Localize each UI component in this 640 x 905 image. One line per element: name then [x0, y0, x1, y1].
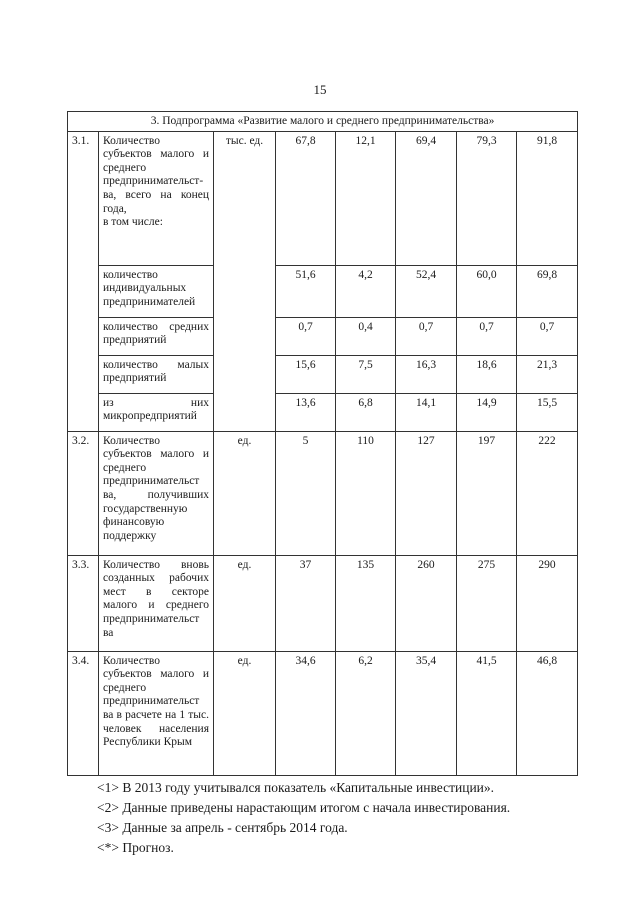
- row-name: из них микропредприятий: [99, 393, 214, 431]
- row-unit: ед.: [214, 651, 276, 775]
- row-name: количество малых предприятий: [99, 355, 214, 393]
- value-cell: 15,6: [276, 355, 336, 393]
- table-row: [68, 355, 578, 393]
- row-number: 3.1.: [68, 131, 99, 265]
- value-cell: 0,7: [396, 317, 457, 355]
- table-row: [68, 317, 578, 355]
- table-row: [68, 265, 578, 317]
- value-cell: 67,8: [276, 131, 336, 265]
- row-name-text: Количество субъектов малого и среднего предпринимательст-ва, всего на конец года,: [103, 134, 209, 215]
- row-unit: тыс. ед.: [214, 131, 276, 265]
- section-title: 3. Подпрограмма «Развитие малого и среднего предпринимательства»: [68, 112, 578, 132]
- value-cell: 6,2: [336, 651, 396, 775]
- footnote: <3> Данные за апрель - сентябрь 2014 года.: [97, 820, 348, 835]
- value-cell: 14,9: [457, 393, 517, 431]
- value-cell: 13,6: [276, 393, 336, 431]
- table-row: [68, 393, 578, 431]
- row-number: 3.4.: [68, 651, 99, 775]
- value-cell: 260: [396, 555, 457, 651]
- value-cell: 91,8: [517, 131, 578, 265]
- footnote: <*> Прогноз.: [97, 840, 174, 855]
- value-cell: 69,4: [396, 131, 457, 265]
- row-name-tail: в том числе:: [103, 216, 163, 229]
- value-cell: 197: [457, 431, 517, 555]
- value-cell: 12,1: [336, 131, 396, 265]
- value-cell: 69,8: [517, 265, 578, 317]
- page-number: 15: [313, 82, 327, 97]
- value-cell: 0,7: [457, 317, 517, 355]
- value-cell: 7,5: [336, 355, 396, 393]
- table-row: [68, 131, 578, 265]
- value-cell: 0,4: [336, 317, 396, 355]
- value-cell: 34,6: [276, 651, 336, 775]
- value-cell: 127: [396, 431, 457, 555]
- row-name: Количество субъектов малого и среднего предпринимательст ва, получивших государственную финансовую поддержку: [99, 431, 214, 555]
- table-row: [68, 431, 578, 555]
- value-cell: 0,7: [517, 317, 578, 355]
- row-name: Количество вновь созданных рабочих мест в секторе малого и среднего предпринимательст ва: [99, 555, 214, 651]
- value-cell: 6,8: [336, 393, 396, 431]
- indicators-table: [67, 111, 578, 776]
- value-cell: 46,8: [517, 651, 578, 775]
- row-unit: ед.: [214, 555, 276, 651]
- value-cell: 18,6: [457, 355, 517, 393]
- value-cell: 4,2: [336, 265, 396, 317]
- row-unit: ед.: [214, 431, 276, 555]
- value-cell: 52,4: [396, 265, 457, 317]
- value-cell: 14,1: [396, 393, 457, 431]
- value-cell: 110: [336, 431, 396, 555]
- value-cell: 51,6: [276, 265, 336, 317]
- footnote: <1> В 2013 году учитывался показатель «Капитальные инвестиции».: [97, 780, 495, 795]
- value-cell: 35,4: [396, 651, 457, 775]
- value-cell: 222: [517, 431, 578, 555]
- footnotes: [97, 778, 597, 858]
- value-cell: 16,3: [396, 355, 457, 393]
- table-row: [68, 651, 578, 775]
- value-cell: 0,7: [276, 317, 336, 355]
- row-name: Количество субъектов малого и среднего предпринимательст ва в расчете на 1 тыс. человек населения Республики Крым: [99, 651, 214, 775]
- value-cell: 60,0: [457, 265, 517, 317]
- value-cell: 21,3: [517, 355, 578, 393]
- value-cell: 5: [276, 431, 336, 555]
- value-cell: 37: [276, 555, 336, 651]
- row-name: количество индивидуальных предпринимателей: [99, 265, 214, 317]
- section-header-row: [68, 112, 578, 132]
- value-cell: 79,3: [457, 131, 517, 265]
- value-cell: 41,5: [457, 651, 517, 775]
- footnote: <2> Данные приведены нарастающим итогом с начала инвестирования.: [97, 800, 511, 815]
- row-name: количество средних предприятий: [99, 317, 214, 355]
- value-cell: 275: [457, 555, 517, 651]
- value-cell: 15,5: [517, 393, 578, 431]
- row-number: 3.2.: [68, 431, 99, 555]
- table-row: [68, 555, 578, 651]
- value-cell: 290: [517, 555, 578, 651]
- value-cell: 135: [336, 555, 396, 651]
- row-name: [99, 131, 214, 265]
- row-number: 3.3.: [68, 555, 99, 651]
